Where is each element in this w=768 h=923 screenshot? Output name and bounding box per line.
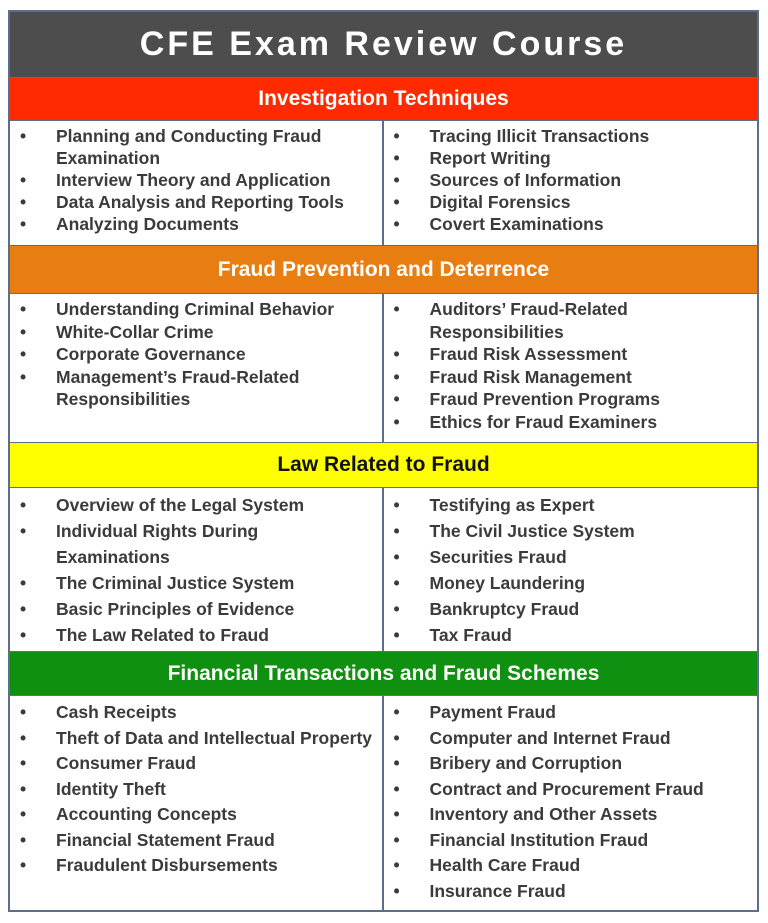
- topic-label: Accounting Concepts: [56, 804, 237, 824]
- bullet-icon: •: [20, 366, 27, 387]
- topic-label: Tracing Illicit Transactions: [429, 126, 650, 146]
- topic-list-item: [384, 191, 758, 213]
- topic-list-item: [10, 570, 382, 596]
- topic-label: Overview of the Legal System: [56, 495, 305, 515]
- bullet-icon: •: [20, 214, 27, 234]
- topic-list-item: [384, 570, 758, 596]
- topic-list-item: [384, 343, 758, 366]
- topic-list-item: [10, 518, 382, 570]
- topic-list-item: [10, 125, 382, 169]
- topic-label: Financial Statement Fraud: [56, 829, 275, 850]
- topic-label: Consumer Fraud: [56, 753, 197, 773]
- bullet-icon: •: [393, 389, 400, 409]
- topic-label: Testifying as Expert: [429, 495, 595, 515]
- bullet-icon: •: [393, 778, 400, 799]
- topic-label: Analyzing Documents: [56, 214, 239, 234]
- bullet-icon: •: [20, 778, 27, 799]
- topic-list-item: [10, 366, 382, 411]
- section-body-law: [10, 488, 757, 651]
- bullet-icon: •: [393, 753, 400, 773]
- bullet-icon: •: [20, 521, 27, 541]
- topic-list-item: [384, 751, 758, 777]
- topic-label: Digital Forensics: [429, 192, 571, 212]
- bullet-icon: •: [20, 495, 27, 515]
- topic-list-item: [10, 700, 382, 726]
- topic-label: Corporate Governance: [56, 344, 246, 364]
- section-heading-financial: Financial Transactions and Fraud Schemes: [10, 651, 757, 696]
- topic-list-item: [10, 492, 382, 518]
- topic-label: Planning and Conducting Fraud Examination: [56, 126, 322, 168]
- topic-label: Theft of Data and Intellectual Property: [56, 727, 373, 748]
- topic-list-item: [10, 343, 382, 366]
- topic-label: Cash Receipts: [56, 702, 177, 722]
- section-body-investigation: [10, 121, 757, 245]
- bullet-icon: •: [393, 148, 400, 168]
- bullet-icon: •: [393, 702, 400, 722]
- topic-list-item: [10, 321, 382, 344]
- topic-label: Management’s Fraud-Related Responsibilities: [56, 366, 300, 409]
- section-heading-prevention: Fraud Prevention and Deterrence: [10, 245, 757, 294]
- bullet-icon: •: [20, 599, 27, 619]
- topic-label: Sources of Information: [429, 170, 622, 190]
- topic-label: Identity Theft: [56, 778, 166, 799]
- bullet-icon: •: [20, 299, 27, 319]
- topic-label: Data Analysis and Reporting Tools: [56, 192, 344, 212]
- topic-list-item: [384, 879, 758, 905]
- topic-list-item: [384, 828, 758, 854]
- topic-label: Computer and Internet Fraud: [429, 727, 671, 748]
- topic-list-item: [384, 388, 758, 411]
- topic-list-item: [384, 147, 758, 169]
- section-heading-investigation: Investigation Techniques: [10, 77, 757, 121]
- bullet-icon: •: [393, 573, 400, 593]
- topic-label: Payment Fraud: [429, 702, 556, 722]
- topic-list-item: [384, 492, 758, 518]
- topic-list-item: [10, 298, 382, 321]
- topic-label: Bankruptcy Fraud: [429, 599, 580, 619]
- bullet-icon: •: [20, 170, 27, 190]
- bullet-icon: •: [393, 804, 400, 824]
- topic-label: Contract and Procurement Fraud: [429, 778, 704, 799]
- topic-list-right: [384, 492, 758, 648]
- topic-label: Bribery and Corruption: [429, 753, 623, 773]
- topic-list-item: [10, 596, 382, 622]
- bullet-icon: •: [20, 829, 27, 850]
- bullet-icon: •: [393, 495, 400, 515]
- bullet-icon: •: [393, 521, 400, 541]
- topic-list-item: [384, 213, 758, 235]
- bullet-icon: •: [393, 855, 400, 875]
- topic-label: Financial Institution Fraud: [429, 829, 649, 850]
- topic-list-left: [10, 125, 382, 235]
- topic-label: Auditors’ Fraud-Related Responsibilities: [429, 299, 628, 342]
- bullet-icon: •: [20, 625, 27, 645]
- topic-list-item: [384, 726, 758, 752]
- bullet-icon: •: [393, 214, 400, 234]
- bullet-icon: •: [393, 599, 400, 619]
- topic-label: Report Writing: [429, 148, 551, 168]
- section-heading-law: Law Related to Fraud: [10, 442, 757, 488]
- bullet-icon: •: [20, 804, 27, 824]
- topic-label: Fraud Prevention Programs: [429, 389, 660, 409]
- bullet-icon: •: [20, 855, 27, 875]
- bullet-icon: •: [20, 344, 27, 364]
- topic-label: Money Laundering: [429, 573, 586, 593]
- section-body-prevention: [10, 294, 757, 442]
- bullet-icon: •: [393, 344, 400, 364]
- bullet-icon: •: [20, 126, 27, 146]
- topic-list-item: [384, 802, 758, 828]
- topic-list-item: [384, 622, 758, 648]
- bullet-icon: •: [20, 573, 27, 593]
- topic-list-item: [384, 518, 758, 544]
- topic-label: Individual Rights During Examinations: [56, 521, 259, 567]
- topic-list-item: [10, 726, 382, 752]
- topic-list-left: [10, 700, 382, 879]
- topic-list-item: [384, 411, 758, 434]
- topic-list-item: [384, 366, 758, 389]
- bullet-icon: •: [393, 829, 400, 850]
- topic-label: Understanding Criminal Behavior: [56, 299, 335, 319]
- bullet-icon: •: [393, 170, 400, 190]
- topic-label: Fraudulent Disbursements: [56, 855, 278, 875]
- bullet-icon: •: [393, 727, 400, 748]
- course-outline-table: [8, 10, 759, 912]
- topic-list-item: [10, 853, 382, 879]
- topic-list-right: [384, 298, 758, 433]
- topic-list-item: [10, 191, 382, 213]
- topic-label: Fraud Risk Assessment: [429, 344, 628, 364]
- section-body-financial: [10, 696, 757, 910]
- topic-label: Interview Theory and Application: [56, 170, 331, 190]
- topic-label: Fraud Risk Management: [429, 366, 632, 387]
- page-title: CFE Exam Review Course: [10, 12, 757, 77]
- bullet-icon: •: [393, 192, 400, 212]
- topic-label: The Civil Justice System: [429, 521, 635, 541]
- topic-label: Securities Fraud: [429, 547, 567, 567]
- topic-list-item: [10, 169, 382, 191]
- topic-list-item: [384, 596, 758, 622]
- topic-list-right: [384, 125, 758, 235]
- topic-list-item: [10, 777, 382, 803]
- topic-list-item: [384, 700, 758, 726]
- topic-label: Health Care Fraud: [429, 855, 581, 875]
- topic-label: Inventory and Other Assets: [429, 804, 658, 824]
- topic-list-item: [384, 777, 758, 803]
- bullet-icon: •: [393, 625, 400, 645]
- bullet-icon: •: [20, 192, 27, 212]
- topic-list-item: [384, 544, 758, 570]
- bullet-icon: •: [393, 126, 400, 146]
- topic-label: Insurance Fraud: [429, 880, 566, 901]
- bullet-icon: •: [20, 727, 27, 748]
- topic-list-right: [384, 700, 758, 904]
- topic-label: Basic Principles of Evidence: [56, 599, 295, 619]
- bullet-icon: •: [20, 321, 27, 342]
- topic-list-item: [10, 751, 382, 777]
- topic-list-left: [10, 492, 382, 648]
- bullet-icon: •: [393, 411, 400, 432]
- bullet-icon: •: [393, 547, 400, 567]
- topic-label: Ethics for Fraud Examiners: [429, 411, 658, 432]
- topic-list-item: [384, 298, 758, 343]
- bullet-icon: •: [20, 702, 27, 722]
- topic-label: Tax Fraud: [429, 625, 512, 645]
- topic-label: White-Collar Crime: [56, 321, 214, 342]
- topic-list-item: [10, 802, 382, 828]
- bullet-icon: •: [393, 366, 400, 387]
- topic-list-item: [384, 169, 758, 191]
- topic-list-item: [384, 853, 758, 879]
- topic-list-item: [10, 622, 382, 648]
- bullet-icon: •: [20, 753, 27, 773]
- topic-list-item: [384, 125, 758, 147]
- bullet-icon: •: [393, 299, 400, 319]
- topic-list-item: [10, 213, 382, 235]
- topic-list-left: [10, 298, 382, 411]
- topic-label: The Law Related to Fraud: [56, 625, 269, 645]
- topic-label: Covert Examinations: [429, 214, 604, 234]
- topic-label: The Criminal Justice System: [56, 573, 295, 593]
- bullet-icon: •: [393, 880, 400, 901]
- topic-list-item: [10, 828, 382, 854]
